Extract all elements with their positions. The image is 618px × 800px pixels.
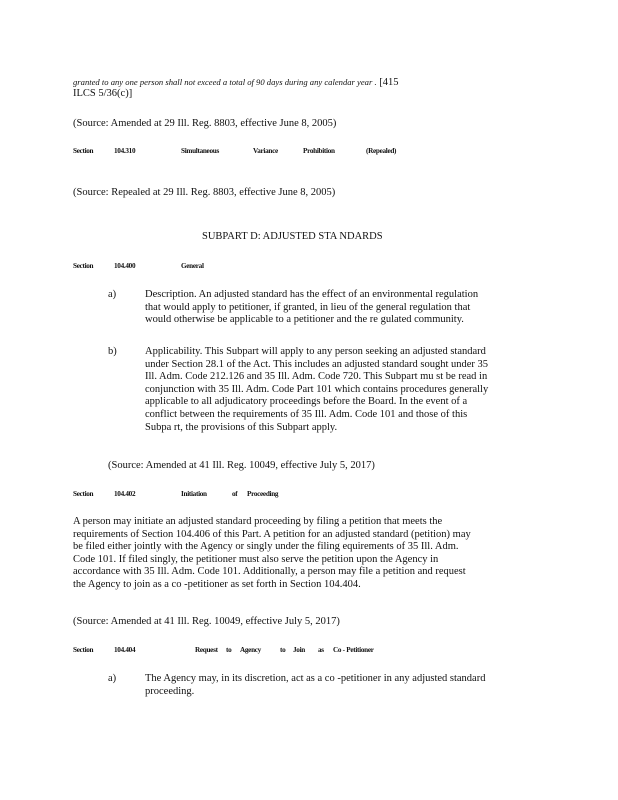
section-title-word-1: Initiation [181,490,207,498]
section-title-word-7: Co - Petitioner [333,646,374,654]
section-number: 104.400 [114,262,136,270]
citation-italic-text: granted to any one person shall not exceed a total of 90 days during any calendar year . [73,77,377,87]
section-title-word-2: to [226,646,232,654]
section-title-word-3: Proceeding [247,490,279,498]
paragraph-404-a-body [145,673,529,698]
paragraph-line: conflict between the requirements of 35 Ill. Adm. Code 101 and those of this [145,408,468,420]
source-note-1: (Source: Amended at 29 Ill. Reg. 8803, effective June 8, 2005) [73,118,337,129]
section-title-word-3: Agency [240,646,261,654]
paragraph-line: proceeding. [145,685,195,697]
paragraph-line: Applicability. This Subpart will apply to any person seeking an adjusted standard [145,346,486,357]
paragraph-line: Subpa rt, the provisions of this Subpart apply. [145,421,338,433]
section-104-402-heading [0,490,618,500]
paragraph-line: applicable to all adjudicatory proceedings before the Board. In the event of a [145,396,468,408]
paragraph-line: Ill. Adm. Code 212.126 and 35 Ill. Adm. Code 720. This Subpart mu st be read in [145,371,488,383]
paragraph-line: Code 101. If filed singly, the petitioner must also serve the petition upon the Agency in [73,553,439,565]
section-title-word-6: as [318,646,324,654]
paragraph-line: accordance with 35 Ill. Adm. Code 101. Additionally, a person may file a petition and request [73,566,466,578]
source-note-4: (Source: Amended at 41 Ill. Reg. 10049, effective July 5, 2017) [73,616,340,627]
section-title-word-5: Join [293,646,305,654]
section-title-word-4: to [280,646,286,654]
source-note-3: (Source: Amended at 41 Ill. Reg. 10049, effective July 5, 2017) [108,460,375,471]
paragraph-b-body [145,346,541,434]
section-number: 104.402 [114,490,136,498]
paragraph-line: would otherwise be applicable to a petitioner and the re gulated community. [145,314,464,326]
section-word: Section [73,147,94,155]
section-title-word-4: (Repealed) [366,147,397,155]
paragraph-404-a-label: a) [108,673,117,684]
paragraph-line: conjunction with 35 Ill. Adm. Code Part 101 which contains procedures generally [145,383,489,395]
paragraph-line: that would apply to petitioner, if granted, in lieu of the general regulation that [145,301,471,313]
section-word: Section [73,262,94,270]
section-word: Section [73,490,94,498]
paragraph-line: The Agency may, in its discretion, act as a co -petitioner in any adjusted standard [145,673,486,684]
paragraph-a-body [145,289,523,327]
paragraph-line: A person may initiate an adjusted standard proceeding by filing a petition that meets the [73,516,443,527]
section-104-400-heading [0,262,618,272]
section-104-310-heading [0,147,618,157]
section-title-word-1: Simultaneous [181,147,219,155]
section-title-word-2: Variance [253,147,278,155]
section-number: 104.310 [114,147,136,155]
section-title-word-2: of [232,490,238,498]
source-note-2: (Source: Repealed at 29 Ill. Reg. 8803, effective June 8, 2005) [73,187,336,198]
section-word: Section [73,646,94,654]
paragraph-line: under Section 28.1 of the Act. This includes an adjusted standard sought under 35 [145,358,489,370]
citation-reference-start: [415 [379,77,399,88]
section-104-402-body [73,516,533,592]
paragraph-b-label: b) [108,346,117,357]
subpart-heading: SUBPART D: ADJUSTED STA NDARDS [202,231,383,242]
paragraph-line: the Agency to join as a co -petitioner as set forth in Section 104.404. [73,578,361,590]
paragraph-line: be filed either jointly with the Agency or singly under the filing equirements of 35 Ill. Adm. [73,541,459,553]
section-title-word-3: Prohibition [303,147,335,155]
paragraph-a-label: a) [108,289,117,300]
section-title: General [181,262,204,270]
section-number: 104.404 [114,646,136,654]
section-title-word-1: Request [195,646,218,654]
statute-citation-line-2: ILCS 5/36(c)] [73,88,133,99]
paragraph-line: Description. An adjusted standard has the effect of an environmental regulation [145,289,479,300]
paragraph-line: requirements of Section 104.406 of this Part. A petition for an adjusted standard (petition) may [73,528,471,540]
section-104-404-heading [0,646,618,656]
